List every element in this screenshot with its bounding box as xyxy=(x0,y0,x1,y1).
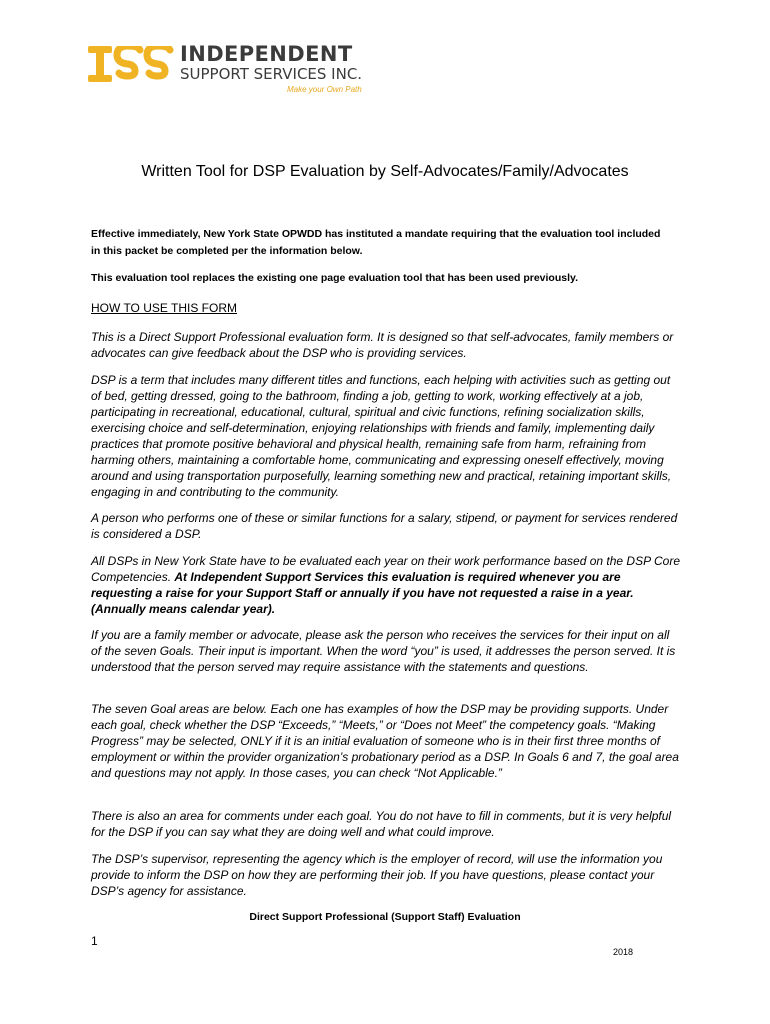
paragraph-supervisor: The DSP’s supervisor, representing the agency which is the employer of record, will use the information you provide to inform the DSP on how they are performing their job. If you have questions, please contact your DSP’s agency for assistance. xyxy=(91,852,663,898)
page-number: 1 xyxy=(91,934,98,948)
paragraph-evaluation-requirement xyxy=(91,553,681,617)
paragraph-comments: There is also an area for comments under each goal. You do not have to fill in comments, but it is very helpful for the DSP if you can say what they are doing well and what could improve. xyxy=(91,809,672,839)
document-title: Written Tool for DSP Evaluation by Self-Advocates/Family/Advocates xyxy=(141,163,629,180)
footer-year: 2018 xyxy=(613,947,634,957)
how-to-heading: HOW TO USE THIS FORM xyxy=(91,301,238,315)
iss-logo-mark xyxy=(88,46,174,82)
paragraph-family-input: If you are a family member or advocate, please ask the person who receives the services for their input on all of the seven Goals. Their input is important. When the word “you” is used, it addresses the person served. It is understood that the person served may require assistance with the statements and questions. xyxy=(91,628,676,674)
requirement-bold-text: At Independent Support Services this evaluation is required whenever you are requesting a raise for your Support Staff or annually if you have not requested a raise in a year. (Annually means calendar year). xyxy=(91,570,634,616)
paragraph-intro: This is a Direct Support Professional evaluation form. It is designed so that self-advocates, family members or advocates can give feedback about the DSP who is providing services. xyxy=(91,330,674,360)
company-logo xyxy=(88,42,368,100)
logo-company-name: INDEPENDENT xyxy=(180,42,353,66)
requirement-text: All DSPs in New York State have to be evaluated each year on their work performance based on the DSP Core Competencies. xyxy=(91,554,680,584)
paragraph-dsp-definition: DSP is a term that includes many different titles and functions, each helping with activities such as getting out of bed, getting dressed, going to the bathroom, finding a job, getting to work, working effectively at a job, participating in recreational, educational, cultural, spiritual and civic functions, refining socialization skills, exercising choice and self-determination, enjoying relationships with friends and family, implementing daily practices that promote positive behavioral and physical health, remaining safe from harm, refraining from harming others, maintaining a comfortable home, communicating and expressing oneself effectively, moving around and using transportation purposefully, learning something new and practical, retaining important skills, engaging in and contributing to the community. xyxy=(91,373,672,499)
footer-title: Direct Support Professional (Support Staff) Evaluation xyxy=(249,911,521,923)
paragraph-dsp-person: A person who performs one of these or similar functions for a salary, stipend, or payment for services rendered is considered a DSP. xyxy=(91,511,678,541)
replacement-notice: This evaluation tool replaces the existing one page evaluation tool that has been used previously. xyxy=(91,272,578,284)
logo-company-subname: SUPPORT SERVICES INC. xyxy=(180,65,363,83)
logo-tagline: Make your Own Path xyxy=(287,85,362,94)
mandate-notice: Effective immediately, New York State OPWDD has instituted a mandate requiring that the evaluation tool included in this packet be completed per the information below. xyxy=(91,228,661,257)
paragraph-goal-areas: The seven Goal areas are below. Each one has examples of how the DSP may be providing supports. Under each goal, check whether the DSP “Exceeds,” “Meets,” or “Does not Meet” the competency goals. “Making Progress” may be selected, ONLY if it is an initial evaluation of someone who is in their first three months of employment or within the provider organization’s probationary period as a DSP. In Goals 6 and 7, the goal area and questions may not apply. In those cases, you can check “Not Applicable.” xyxy=(91,702,679,780)
